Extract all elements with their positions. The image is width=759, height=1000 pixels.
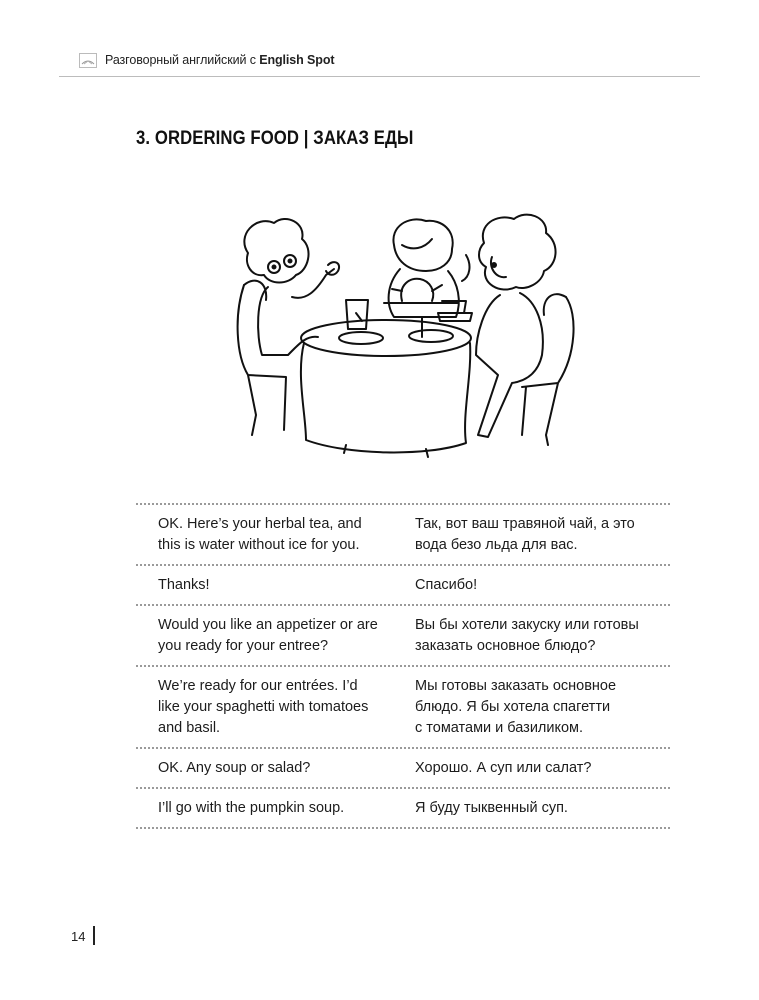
russian-line: Так, вот ваш травяной чай, а это вода безо льда для вас.: [415, 516, 635, 553]
english-line: OK. Here’s your herbal tea, and this is water without ice for you.: [158, 516, 362, 553]
page-number-bar: [93, 926, 95, 945]
russian-line: Мы готовы заказать основное блюдо. Я бы хотела спагетти с томатами и базиликом.: [415, 678, 617, 736]
english-line: Thanks!: [158, 577, 210, 593]
russian-line: Вы бы хотели закуску или готовы заказать основное блюдо?: [415, 617, 639, 654]
header-title: Разговорный английский с English Spot: [105, 53, 335, 67]
dialog-row: [136, 787, 670, 829]
english-line: Would you like an appetizer or are you ready for your entree?: [158, 617, 378, 654]
header-divider: [59, 76, 700, 77]
page-header: [79, 50, 334, 70]
dialog-table: [136, 503, 670, 829]
section-title: 3. ORDERING FOOD | ЗАКАЗ ЕДЫ: [136, 128, 414, 149]
book-logo-icon: [79, 53, 97, 68]
dialog-row: [136, 564, 670, 604]
english-line: OK. Any soup or salad?: [158, 760, 311, 776]
restaurant-table-illustration: [226, 205, 588, 463]
dialog-row: [136, 747, 670, 787]
russian-line: Спасибо!: [415, 577, 478, 593]
english-line: We’re ready for our entrées. I’d like your spaghetti with tomatoes and basil.: [158, 678, 369, 736]
russian-line: Хорошо. А суп или салат?: [415, 760, 592, 776]
dialog-row: [136, 503, 670, 564]
dialog-row: [136, 665, 670, 747]
dialog-row: [136, 604, 670, 665]
russian-line: Я буду тыквенный суп.: [415, 800, 568, 816]
english-line: I’ll go with the pumpkin soup.: [158, 800, 345, 816]
page-number: 14: [71, 929, 86, 944]
